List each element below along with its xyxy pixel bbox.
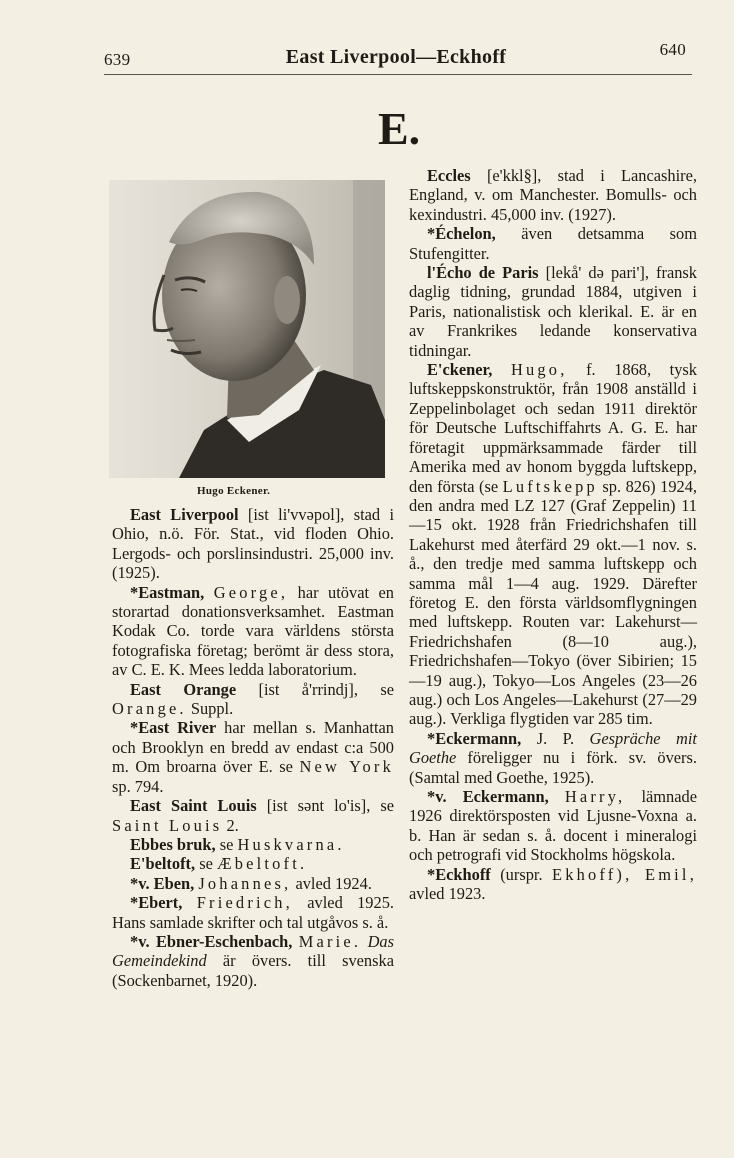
headword: *Échelon, (427, 224, 496, 244)
entry-echelon (409, 224, 697, 263)
spaced-name: Ekhoff), Emil, (552, 864, 697, 884)
section-letter: E. (378, 103, 421, 154)
entry-text: J. P. (536, 728, 575, 748)
entry-text: är övers. till svenska (Sockenbarnet, 1920). (112, 951, 394, 990)
entry-text: se (219, 834, 234, 854)
cross-reference: Æbeltoft. (216, 854, 308, 874)
entry-text: [e'kkl§], stad i Lancashire, England, v. om Manchester. Bomulls- och kexindustri. 45,000 inv. (1927). (409, 166, 697, 224)
entry-east-river (112, 718, 394, 796)
entry-east-saint-louis (112, 796, 394, 835)
entry-ebbes-bruk (112, 835, 394, 854)
entry-ebner-eschenbach (112, 932, 394, 990)
spaced-name: Harry, (564, 787, 626, 806)
spaced-name: George, (213, 582, 289, 602)
left-page-number: 639 (104, 50, 131, 69)
headword: East Orange (130, 679, 237, 699)
entry-text: [ist li'vvəpol], stad i Ohio, n.ö. För. Stat., vid floden Ohio. Lergods- och porslinsindustri. 25,000 inv. (1925). (112, 505, 394, 583)
entry-text: f. 1868, tysk luftskeppskonstruktör, från 1908 anställd i Zeppelinbolaget och sedan 1911 direktör för Deutsche Luftschiffahrts A. G. E. har företagit uppmärksammade färder till Amerika med av honom byggda luftskepp, den första (se (409, 360, 697, 496)
headword: *East River (130, 718, 217, 738)
headword: l'Écho de Paris (427, 263, 539, 283)
headword: *Eastman, (130, 582, 205, 602)
entry-text: [ist å'rrindj], se (258, 679, 394, 699)
entry-echo-de-paris (409, 263, 697, 360)
running-header (100, 38, 692, 78)
entry-eben (112, 874, 394, 893)
entry-text: avled 1923. (409, 884, 486, 904)
figure-caption: Hugo Eckener. (197, 485, 271, 497)
headword: *Eckhoff (427, 864, 491, 884)
entry-text: [ist sənt lo'is], se (266, 796, 394, 816)
headword: E'ckener, (427, 360, 493, 380)
spaced-name: Hugo, (510, 360, 568, 380)
entry-eckermann-harry (409, 787, 697, 865)
entry-text: sp. 794. (112, 776, 164, 796)
spaced-name: Friedrich, (196, 893, 293, 913)
entry-east-liverpool (112, 505, 394, 583)
entry-text: har utövat en storartad donationsverksamhet. Eastman Kodak Co. torde vara världens största fotografiska företag; berömt är dess stora, av C. E. K. Mees ledda laboratorium. (112, 582, 394, 680)
entry-text: även detsamma som Stufengitter. (409, 224, 697, 263)
spaced-name: Johannes, (198, 873, 292, 893)
headword: Eccles (427, 166, 471, 185)
headword: *Eckermann, (427, 728, 522, 748)
headword: *v. Eben, (130, 873, 195, 893)
entry-text: avled 1924. (295, 873, 372, 893)
cross-reference: Luftskepp (502, 476, 598, 496)
cross-reference: Saint Louis (112, 815, 223, 835)
portrait-photo (109, 180, 385, 478)
cross-reference: New York (299, 757, 394, 777)
cross-reference: Orange. (112, 699, 187, 719)
entry-eckhoff (409, 865, 697, 904)
headword: E'beltoft, (130, 854, 196, 874)
entry-eastman (112, 583, 394, 680)
entry-text: avled 1925. Hans samlade skrifter och tal utgåvos s. å. (112, 893, 394, 932)
spaced-name: Marie. (298, 931, 362, 951)
headword: Ebbes bruk, (130, 834, 216, 854)
right-page-number: 640 (659, 40, 686, 59)
headword: *v. Ebner-Eschenbach, (130, 931, 293, 951)
entry-text: Suppl. (190, 699, 234, 719)
header-rule (104, 74, 692, 75)
running-title: East Liverpool—Eckhoff (285, 46, 507, 68)
entry-eckermann-jp (409, 729, 697, 787)
headword: East Saint Louis (130, 796, 257, 816)
entry-east-orange (112, 680, 394, 719)
italic-title: Gespräche mit Goethe (409, 728, 697, 768)
entry-ebert (112, 893, 394, 932)
entry-eckener (409, 360, 697, 729)
headword: *Ebert, (130, 893, 183, 913)
portrait-illustration (109, 180, 385, 478)
entry-text: sp. 826) 1924, den andra med LZ 127 (Graf Zeppelin) 11—15 okt. 1928 från Friedrichshafen till Lakehurst med återfärd 29 okt.—1 nov. s. å., den tredje med samma luftskepp och samma mål 1—4 aug. 1929. Därefter företog E. den första världsomflygningen med luftskepp. Routen var: Lakehurst—Friedrichshafen (8—10 aug.), Friedrichshafen—Tokyo (över Sibirien; 15—19 aug.), Tokyo—Los Angeles (23—26 aug.) och Los Angeles—Lakehurst (27—29 aug.). Verkliga flygtiden var 285 tim. (409, 476, 698, 729)
cross-reference: Huskvarna. (237, 834, 345, 854)
right-column (409, 166, 697, 903)
headword: East Liverpool (130, 505, 239, 524)
italic-title: Das Gemeindekind (112, 931, 394, 971)
entry-text: lämnade 1926 direktörsposten vid Ljusne-Voxna a. b. Han är sedan s. å. docent i mineralogi och petrografi vid Stockholms högskola. (409, 787, 697, 865)
entry-ebeltoft (112, 854, 394, 873)
entry-text: föreligger nu i förk. sv. övers. (Samtal med Goethe, 1925). (409, 748, 697, 787)
entry-text: [lekå' də pari'], fransk daglig tidning, grundad 1884, utgiven i Paris, nationalistisk och klerikal. E. är en av Frankrikes ledande konservativa tidningar. (409, 263, 697, 360)
left-column (112, 505, 394, 990)
entry-text: se (199, 854, 213, 874)
entry-text: (urspr. (500, 864, 543, 884)
headword: *v. Eckermann, (427, 787, 549, 806)
entry-text: 2. (226, 815, 239, 835)
entry-eccles (409, 166, 697, 224)
entry-text: har mellan s. Manhattan och Brooklyn en bredd av endast c:a 500 m. Om broarna över E. se (112, 718, 394, 777)
